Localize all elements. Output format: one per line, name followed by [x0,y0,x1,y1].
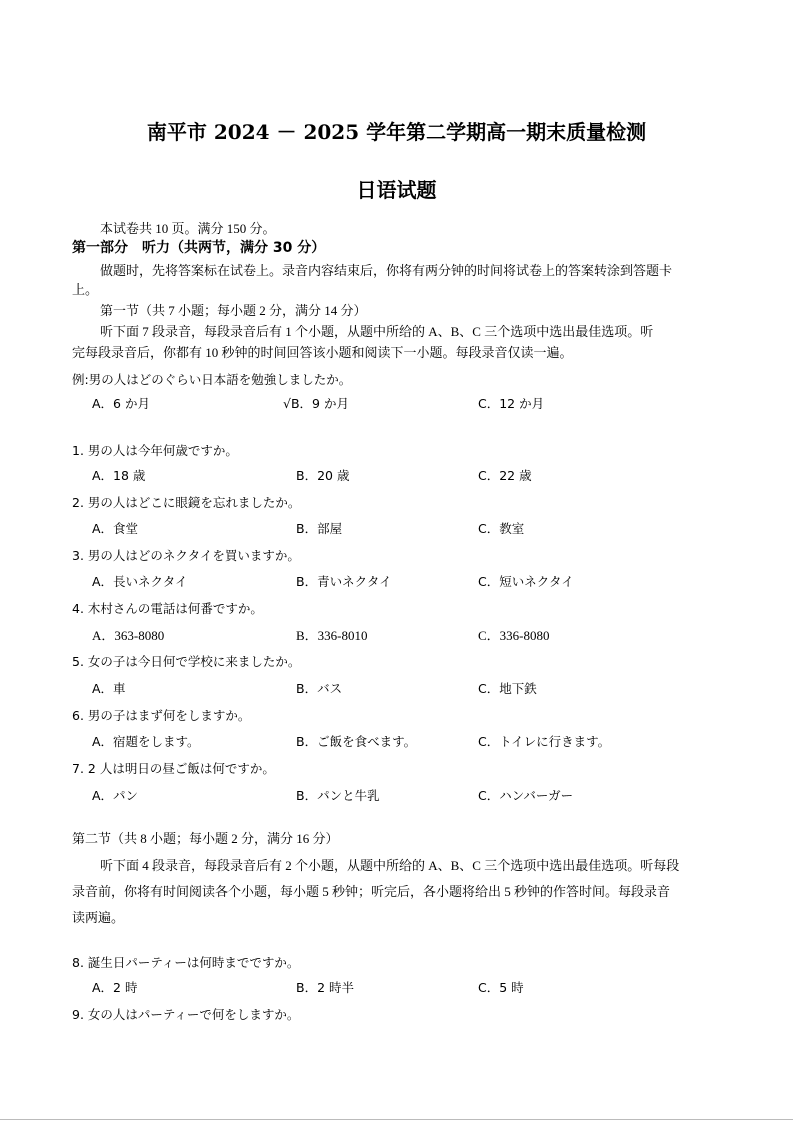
question-1: 1. 男の人は今年何歳ですか。 [72,443,238,458]
question-3-option-a: A．長いネクタイ [92,574,188,589]
question-5-option-a: A．車 [92,681,126,696]
section1-instruction-line2: 完每段录音后，你都有 10 秒钟的时间回答该小题和阅读下一小题。每段录音仅读一遍。 [72,345,573,360]
question-7-option-c: C．ハンバーガー [478,788,574,803]
question-1-option-c: C．22 歳 [478,468,532,483]
question-1-option-b: B．20 歳 [296,468,350,483]
section2-heading: 第二节（共 8 小题；每小题 2 分，满分 16 分） [72,831,339,846]
example-option-b: √B．9 か月 [283,396,349,411]
question-2-option-c: C．教室 [478,521,525,536]
exam-subtitle: 日语试题 [356,178,437,202]
section2-instruction-line1: 听下面 4 段录音，每段录音后有 2 个小题，从题中所给的 A、B、C 三个选项中选出最佳选项。听每段 [100,858,680,873]
question-2-option-a: A．食堂 [92,521,139,536]
question-3-option-b: B．青いネクタイ [296,574,392,589]
part1-heading: 第一部分 听力（共两节，满分 30 分） [72,240,326,256]
part1-instruction-line2: 上。 [72,282,99,297]
question-4: 4. 木村さんの電話は何番ですか。 [72,601,263,616]
question-4-option-b: B．336-8010 [296,628,368,643]
question-5-option-c: C．地下鉄 [478,681,537,696]
example-option-c: C．12 か月 [478,396,545,411]
question-8: 8. 誕生日パーティーは何時までですか。 [72,955,300,970]
question-7-option-a: A．パン [92,788,139,803]
example-option-a: A．6 か月 [92,396,150,411]
question-1-option-a: A．18 歳 [92,468,146,483]
example-question: 例:男の人はどのぐらい日本語を勉強しましたか。 [72,372,352,387]
question-4-option-a: A．363-8080 [92,628,165,643]
section2-instruction-line3: 读两遍。 [72,910,125,925]
question-6-option-c: C．トイレに行きます。 [478,734,611,749]
exam-title: 南平市 2024 － 2025 学年第二学期高一期末质量检测 [146,120,647,144]
part1-instruction-line1: 做题时，先将答案标在试卷上。录音内容结束后，你将有两分钟的时间将试卷上的答案转涂到答题卡 [100,263,673,278]
question-8-option-c: C．5 時 [478,980,524,995]
question-9: 9. 女の人はパーティーで何をしますか。 [72,1007,300,1022]
question-4-option-c: C．336-8080 [478,628,550,643]
question-3: 3. 男の人はどのネクタイを買いますか。 [72,548,300,563]
question-5: 5. 女の子は今日何で学校に来ましたか。 [72,654,301,669]
section2-instruction-line2: 录音前，你将有时间阅读各个小题，每小题 5 秒钟；听完后，各小题将给出 5 秒钟的作答时间。每段录音 [72,884,671,899]
question-2: 2. 男の人はどこに眼鏡を忘れましたか。 [72,495,301,510]
question-7-option-b: B．パンと牛乳 [296,788,380,803]
question-7: 7. 2 人は明日の昼ご飯は何ですか。 [72,761,275,776]
question-6-option-b: B．ご飯を食べます。 [296,734,417,749]
section1-heading: 第一节（共 7 小题；每小题 2 分，满分 14 分） [100,303,367,318]
question-6: 6. 男の子はまず何をしますか。 [72,708,251,723]
question-5-option-b: B．バス [296,681,343,696]
question-2-option-b: B．部屋 [296,521,343,536]
intro-text: 本试卷共 10 页。满分 150 分。 [100,221,276,236]
section1-instruction-line1: 听下面 7 段录音，每段录音后有 1 个小题，从题中所给的 A、B、C 三个选项中选出最佳选项。听 [100,324,654,339]
question-3-option-c: C．短いネクタイ [478,574,574,589]
question-8-option-a: A．2 時 [92,980,138,995]
question-6-option-a: A．宿題をします。 [92,734,200,749]
question-8-option-b: B．2 時半 [296,980,355,995]
page-bottom-edge [0,1119,793,1120]
